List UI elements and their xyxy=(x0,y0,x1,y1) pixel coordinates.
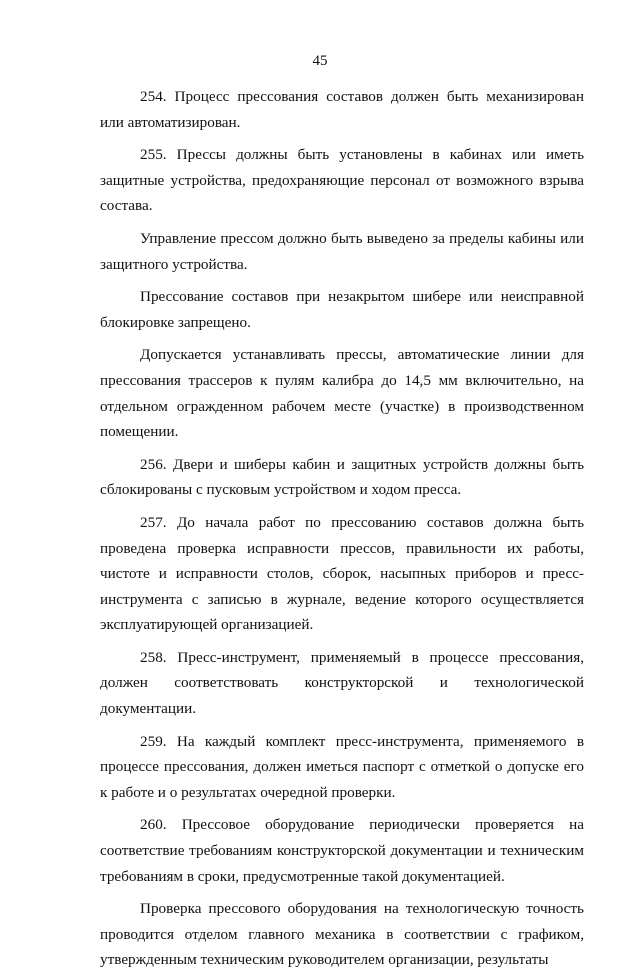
paragraph-allowed-presses: Допускается устанавливать прессы, автоматические линии для прессования трассеров к пулям калибра до 14,5 мм включительно, на отдельном огражденном рабочем месте (участке) в производственном помещении. xyxy=(100,346,584,441)
paragraph-256: 256. Двери и шиберы кабин и защитных устройств должны быть сблокированы с пусковым устройством и ходом пресса. xyxy=(100,455,584,499)
paragraph-258: 258. Пресс-инструмент, применяемый в процессе прессования, должен соответствовать конструкторской и технологической документации. xyxy=(100,648,584,718)
paragraph-254: 254. Процесс прессования составов должен быть механизирован или автоматизирован. xyxy=(100,88,584,131)
page-number: 45 xyxy=(312,53,328,69)
document-body xyxy=(100,84,584,973)
paragraph-257: 257. До начала работ по прессованию составов должна быть проведена проверка исправности прессов, правильности их работы, чистоте и исправности столов, сборок, насыпных приборов и пресс-инструмента с записью в журнале, ведение которого осуществляется эксплуатирующей организацией. xyxy=(100,513,584,634)
paragraph-255: 255. Прессы должны быть установлены в кабинах или иметь защитные устройства, предохраняющие персонал от возможного взрыва состава. xyxy=(100,146,584,215)
paragraph-260: 260. Прессовое оборудование периодически проверяется на соответствие требованиям конструкторской документации и техническим требованиям в сроки, предусмотренные такой документацией. xyxy=(100,816,584,885)
paragraph-press-control: Управление прессом должно быть выведено за пределы кабины или защитного устройства. xyxy=(100,229,584,273)
paragraph-259: 259. На каждый комплект пресс-инструмента, применяемого в процессе прессования, должен иметься паспорт с отметкой о допуске его к работе и о результатах очередной проверки. xyxy=(100,732,584,801)
paragraph-equipment-check: Проверка прессового оборудования на технологическую точность проводится отделом главного механика в соответствии с графиком, утвержденным техническим руководителем организации, результаты xyxy=(100,900,584,969)
paragraph-pressing-prohibited: Прессование составов при незакрытом шибере или неисправной блокировке запрещено. xyxy=(100,288,584,331)
